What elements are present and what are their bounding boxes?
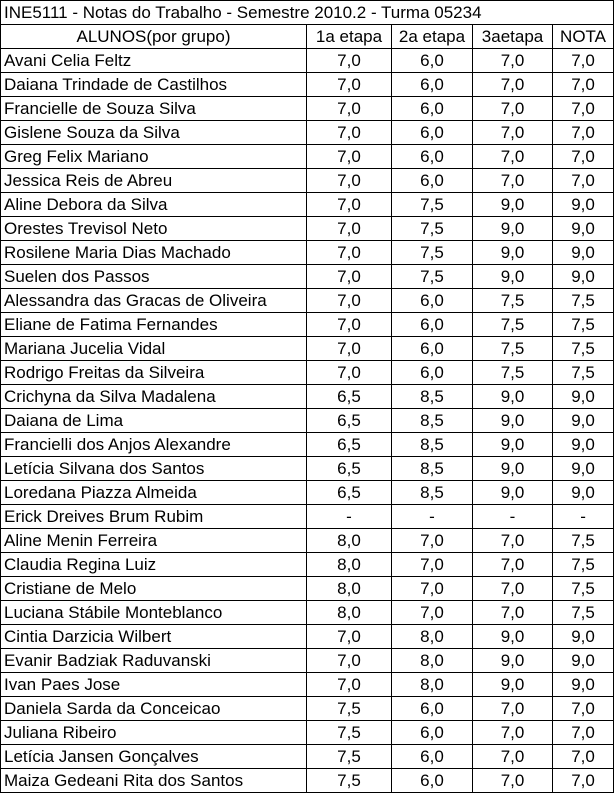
- table-row: [1, 241, 614, 265]
- grade-etapa-1: 7,0: [307, 673, 392, 697]
- grade-etapa-2: 8,5: [392, 481, 473, 505]
- grade-etapa-3: 7,0: [473, 73, 553, 97]
- table-row: [1, 433, 614, 457]
- grade-etapa-3: 9,0: [473, 457, 553, 481]
- grade-etapa-3: 9,0: [473, 625, 553, 649]
- grade-etapa-3: 7,0: [473, 577, 553, 601]
- grade-etapa-3: 7,0: [473, 49, 553, 73]
- grade-etapa-2: -: [392, 505, 473, 529]
- student-name: Suelen dos Passos: [1, 265, 307, 289]
- grade-nota: 7,0: [553, 73, 614, 97]
- grade-etapa-2: 6,0: [392, 745, 473, 769]
- table-row: [1, 289, 614, 313]
- grade-etapa-2: 6,0: [392, 361, 473, 385]
- grade-nota: -: [553, 505, 614, 529]
- grade-nota: 7,0: [553, 145, 614, 169]
- grade-etapa-3: 7,0: [473, 529, 553, 553]
- student-name: Orestes Trevisol Neto: [1, 217, 307, 241]
- grade-nota: 9,0: [553, 673, 614, 697]
- student-name: Greg Felix Mariano: [1, 145, 307, 169]
- student-name: Claudia Regina Luiz: [1, 553, 307, 577]
- grade-etapa-3: 9,0: [473, 649, 553, 673]
- grade-etapa-2: 6,0: [392, 169, 473, 193]
- grade-etapa-2: 7,5: [392, 193, 473, 217]
- student-name: Cristiane de Melo: [1, 577, 307, 601]
- grade-etapa-1: 7,0: [307, 217, 392, 241]
- header-etapa-1: 1a etapa: [307, 25, 392, 49]
- grade-etapa-1: 7,0: [307, 73, 392, 97]
- table-row: [1, 721, 614, 745]
- student-name: Daniela Sarda da Conceicao: [1, 697, 307, 721]
- table-row: [1, 697, 614, 721]
- table-row: [1, 769, 614, 793]
- table-row: [1, 385, 614, 409]
- student-name: Mariana Jucelia Vidal: [1, 337, 307, 361]
- grade-etapa-1: 7,0: [307, 121, 392, 145]
- grade-etapa-1: 8,0: [307, 601, 392, 625]
- student-name: Aline Debora da Silva: [1, 193, 307, 217]
- student-name: Francielli dos Anjos Alexandre: [1, 433, 307, 457]
- grade-etapa-2: 8,5: [392, 433, 473, 457]
- grade-etapa-1: 8,0: [307, 553, 392, 577]
- student-name: Evanir Badziak Raduvanski: [1, 649, 307, 673]
- grade-etapa-1: 7,0: [307, 193, 392, 217]
- header-row: [1, 25, 614, 49]
- table-row: [1, 145, 614, 169]
- grade-nota: 9,0: [553, 433, 614, 457]
- student-name: Gislene Souza da Silva: [1, 121, 307, 145]
- table-row: [1, 481, 614, 505]
- grade-etapa-3: 9,0: [473, 241, 553, 265]
- grade-nota: 9,0: [553, 649, 614, 673]
- grade-etapa-1: 7,0: [307, 145, 392, 169]
- grade-etapa-3: 9,0: [473, 265, 553, 289]
- grade-etapa-1: 7,0: [307, 361, 392, 385]
- table-row: [1, 313, 614, 337]
- grade-etapa-3: 7,0: [473, 721, 553, 745]
- table-row: [1, 217, 614, 241]
- grade-etapa-1: 7,5: [307, 769, 392, 793]
- student-name: Cintia Darzicia Wilbert: [1, 625, 307, 649]
- grade-etapa-2: 8,5: [392, 457, 473, 481]
- grade-nota: 7,5: [553, 553, 614, 577]
- table-row: [1, 361, 614, 385]
- student-name: Ivan Paes Jose: [1, 673, 307, 697]
- student-name: Avani Celia Feltz: [1, 49, 307, 73]
- table-row: [1, 673, 614, 697]
- grade-etapa-1: 7,0: [307, 625, 392, 649]
- grade-etapa-3: 7,0: [473, 553, 553, 577]
- grade-etapa-3: 7,5: [473, 337, 553, 361]
- student-name: Letícia Jansen Gonçalves: [1, 745, 307, 769]
- student-name: Eliane de Fatima Fernandes: [1, 313, 307, 337]
- student-name: Alessandra das Gracas de Oliveira: [1, 289, 307, 313]
- table-row: [1, 625, 614, 649]
- grade-nota: 7,0: [553, 97, 614, 121]
- grade-nota: 9,0: [553, 385, 614, 409]
- student-name: Juliana Ribeiro: [1, 721, 307, 745]
- grade-etapa-1: 7,5: [307, 721, 392, 745]
- grade-etapa-2: 8,0: [392, 673, 473, 697]
- grade-nota: 9,0: [553, 217, 614, 241]
- table-row: [1, 265, 614, 289]
- grade-etapa-1: 7,0: [307, 49, 392, 73]
- grade-etapa-1: 8,0: [307, 577, 392, 601]
- student-name: Jessica Reis de Abreu: [1, 169, 307, 193]
- grade-etapa-1: 7,0: [307, 649, 392, 673]
- table-row: [1, 457, 614, 481]
- grade-nota: 7,5: [553, 337, 614, 361]
- grade-etapa-2: 8,5: [392, 409, 473, 433]
- grade-nota: 7,5: [553, 313, 614, 337]
- header-etapa-2: 2a etapa: [392, 25, 473, 49]
- table-row: [1, 169, 614, 193]
- grade-nota: 7,0: [553, 49, 614, 73]
- grade-etapa-3: 7,5: [473, 361, 553, 385]
- grade-etapa-1: 7,5: [307, 697, 392, 721]
- grade-etapa-3: 7,0: [473, 97, 553, 121]
- student-name: Rodrigo Freitas da Silveira: [1, 361, 307, 385]
- grade-etapa-3: 7,0: [473, 601, 553, 625]
- grade-etapa-3: 9,0: [473, 481, 553, 505]
- grade-etapa-1: 7,0: [307, 97, 392, 121]
- student-name: Rosilene Maria Dias Machado: [1, 241, 307, 265]
- grade-nota: 9,0: [553, 241, 614, 265]
- header-nota: NOTA: [553, 25, 614, 49]
- grade-nota: 7,0: [553, 721, 614, 745]
- table-row: [1, 649, 614, 673]
- grade-nota: 9,0: [553, 409, 614, 433]
- student-name: Letícia Silvana dos Santos: [1, 457, 307, 481]
- grade-etapa-1: 6,5: [307, 457, 392, 481]
- grade-nota: 7,5: [553, 529, 614, 553]
- student-name: Daiana Trindade de Castilhos: [1, 73, 307, 97]
- student-name: Francielle de Souza Silva: [1, 97, 307, 121]
- grade-etapa-3: 7,0: [473, 121, 553, 145]
- table-row: [1, 97, 614, 121]
- student-name: Erick Dreives Brum Rubim: [1, 505, 307, 529]
- grade-etapa-2: 7,0: [392, 601, 473, 625]
- grade-etapa-2: 6,0: [392, 337, 473, 361]
- grade-etapa-2: 6,0: [392, 121, 473, 145]
- grade-etapa-1: 7,0: [307, 313, 392, 337]
- grade-etapa-2: 6,0: [392, 97, 473, 121]
- table-row: [1, 409, 614, 433]
- table-row: [1, 577, 614, 601]
- grade-nota: 7,5: [553, 601, 614, 625]
- grade-etapa-2: 6,0: [392, 289, 473, 313]
- grade-nota: 9,0: [553, 457, 614, 481]
- header-alunos: ALUNOS(por grupo): [1, 25, 307, 49]
- grade-etapa-1: 6,5: [307, 481, 392, 505]
- table-row: [1, 529, 614, 553]
- grade-etapa-2: 6,0: [392, 73, 473, 97]
- empty-cell: [553, 1, 614, 25]
- grade-etapa-3: 7,0: [473, 697, 553, 721]
- grade-etapa-2: 7,5: [392, 265, 473, 289]
- grade-etapa-2: 6,0: [392, 721, 473, 745]
- grade-nota: 7,0: [553, 697, 614, 721]
- grade-etapa-3: 7,5: [473, 289, 553, 313]
- grade-etapa-1: 6,5: [307, 385, 392, 409]
- grades-body: [1, 49, 614, 793]
- grade-etapa-1: 6,5: [307, 409, 392, 433]
- grade-etapa-2: 7,0: [392, 553, 473, 577]
- header-etapa-3: 3aetapa: [473, 25, 553, 49]
- grade-etapa-2: 7,5: [392, 241, 473, 265]
- grade-etapa-1: 6,5: [307, 433, 392, 457]
- grade-etapa-2: 8,0: [392, 625, 473, 649]
- grade-etapa-3: 9,0: [473, 193, 553, 217]
- grade-etapa-2: 6,0: [392, 769, 473, 793]
- grade-etapa-3: 7,5: [473, 313, 553, 337]
- grade-etapa-2: 7,5: [392, 217, 473, 241]
- table-row: [1, 73, 614, 97]
- grade-etapa-2: 7,0: [392, 529, 473, 553]
- grade-etapa-2: 6,0: [392, 145, 473, 169]
- grade-nota: 9,0: [553, 193, 614, 217]
- grade-etapa-1: 7,0: [307, 337, 392, 361]
- table-row: [1, 505, 614, 529]
- table-row: [1, 121, 614, 145]
- grade-etapa-1: 8,0: [307, 529, 392, 553]
- grade-etapa-3: 7,0: [473, 145, 553, 169]
- grade-nota: 9,0: [553, 265, 614, 289]
- grade-etapa-3: -: [473, 505, 553, 529]
- grade-nota: 7,0: [553, 745, 614, 769]
- student-name: Luciana Stábile Monteblanco: [1, 601, 307, 625]
- grade-etapa-1: 7,0: [307, 241, 392, 265]
- grade-nota: 7,5: [553, 361, 614, 385]
- grade-nota: 7,5: [553, 289, 614, 313]
- grade-etapa-3: 9,0: [473, 433, 553, 457]
- student-name: Loredana Piazza Almeida: [1, 481, 307, 505]
- grade-nota: 9,0: [553, 481, 614, 505]
- student-name: Maiza Gedeani Rita dos Santos: [1, 769, 307, 793]
- student-name: Daiana de Lima: [1, 409, 307, 433]
- grade-etapa-2: 8,0: [392, 649, 473, 673]
- student-name: Aline Menin Ferreira: [1, 529, 307, 553]
- table-row: [1, 745, 614, 769]
- grade-etapa-1: 7,0: [307, 169, 392, 193]
- title-row: [1, 1, 614, 25]
- table-row: [1, 601, 614, 625]
- grade-etapa-3: 9,0: [473, 217, 553, 241]
- grade-etapa-3: 9,0: [473, 409, 553, 433]
- grade-nota: 7,5: [553, 577, 614, 601]
- grade-etapa-2: 6,0: [392, 49, 473, 73]
- table-row: [1, 49, 614, 73]
- grade-etapa-3: 9,0: [473, 673, 553, 697]
- grade-etapa-1: 7,5: [307, 745, 392, 769]
- grade-nota: 7,0: [553, 169, 614, 193]
- sheet-title: INE5111 - Notas do Trabalho - Semestre 2010.2 - Turma 05234: [1, 1, 553, 25]
- table-row: [1, 337, 614, 361]
- grade-nota: 7,0: [553, 121, 614, 145]
- grade-nota: 7,0: [553, 769, 614, 793]
- table-row: [1, 193, 614, 217]
- grade-etapa-2: 6,0: [392, 697, 473, 721]
- grade-etapa-3: 7,0: [473, 769, 553, 793]
- grade-etapa-2: 7,0: [392, 577, 473, 601]
- grade-etapa-2: 8,5: [392, 385, 473, 409]
- grade-etapa-1: 7,0: [307, 265, 392, 289]
- grade-nota: 9,0: [553, 625, 614, 649]
- grade-etapa-3: 7,0: [473, 169, 553, 193]
- grade-etapa-3: 7,0: [473, 745, 553, 769]
- grade-etapa-2: 6,0: [392, 313, 473, 337]
- student-name: Crichyna da Silva Madalena: [1, 385, 307, 409]
- grade-etapa-1: 7,0: [307, 289, 392, 313]
- grade-etapa-1: -: [307, 505, 392, 529]
- grade-etapa-3: 9,0: [473, 385, 553, 409]
- table-row: [1, 553, 614, 577]
